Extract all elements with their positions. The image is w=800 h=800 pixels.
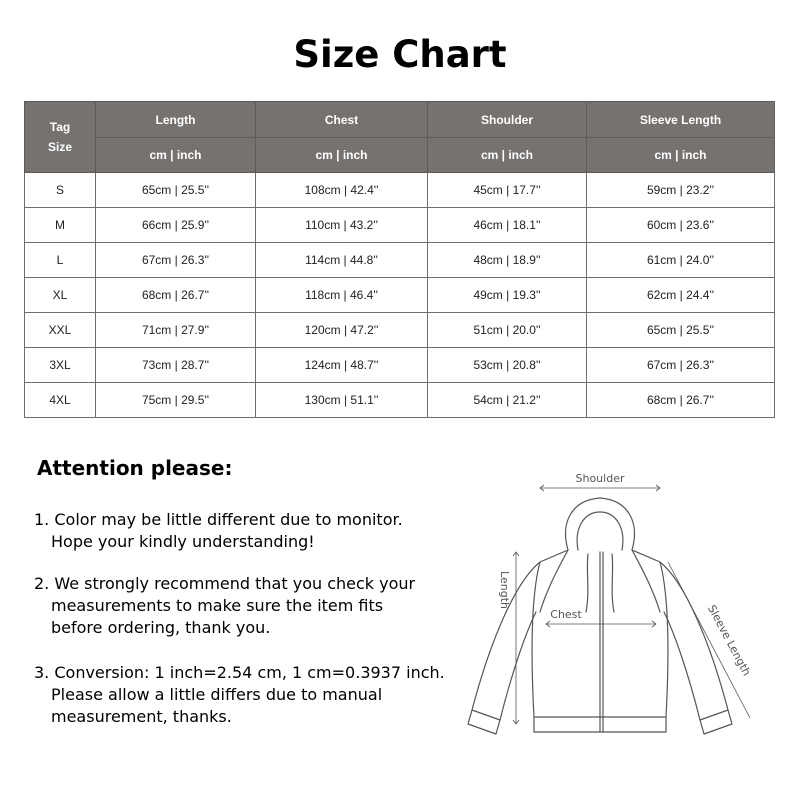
chest-label: Chest	[550, 608, 582, 621]
table-row	[25, 383, 775, 418]
unit-label: cm | inch	[256, 138, 428, 173]
drawstring	[586, 554, 588, 612]
note-1	[34, 509, 403, 553]
table-header-row	[25, 102, 775, 138]
table-row	[25, 313, 775, 348]
table-row	[25, 173, 775, 208]
note-3	[34, 662, 445, 728]
measurement-cell: 45cm | 17.7''	[428, 173, 587, 208]
hoodie-illustration	[460, 462, 770, 752]
measurement-cell: 124cm | 48.7''	[256, 348, 428, 383]
measurement-cell: 110cm | 43.2''	[256, 208, 428, 243]
length-label: Length	[498, 571, 511, 609]
size-cell: M	[25, 208, 96, 243]
measurement-cell: 65cm | 25.5''	[587, 313, 775, 348]
unit-label: cm | inch	[96, 138, 256, 173]
measurement-cell: 59cm | 23.2''	[587, 173, 775, 208]
attention-heading: Attention please:	[37, 456, 233, 480]
size-cell: L	[25, 243, 96, 278]
measurement-cell: 60cm | 23.6''	[587, 208, 775, 243]
unit-label: cm | inch	[587, 138, 775, 173]
size-chart-table	[24, 101, 775, 418]
table-row	[25, 278, 775, 313]
measurement-cell: 61cm | 24.0''	[587, 243, 775, 278]
hood-inner	[577, 512, 623, 550]
table-row	[25, 243, 775, 278]
table-unit-row	[25, 138, 775, 173]
note-line: measurements to make sure the item fits	[51, 596, 384, 615]
note-line: 2. We strongly recommend that you check your	[34, 574, 416, 593]
note-2	[34, 573, 415, 639]
measurement-cell: 75cm | 29.5''	[96, 383, 256, 418]
measurement-cell: 118cm | 46.4''	[256, 278, 428, 313]
table-row	[25, 348, 775, 383]
tag-label: Tag	[49, 120, 71, 134]
measurement-cell: 65cm | 25.5''	[96, 173, 256, 208]
measurement-cell: 48cm | 18.9''	[428, 243, 587, 278]
measurement-cell: 71cm | 27.9''	[96, 313, 256, 348]
note-line: 1. Color may be little different due to monitor.	[34, 510, 403, 529]
column-header-chest: Chest	[256, 102, 428, 138]
sleeve-label: Sleeve Length	[704, 602, 754, 678]
left-cuff	[468, 710, 500, 734]
size-cell: 4XL	[25, 383, 96, 418]
tag-size-header	[25, 102, 96, 173]
unit-label: cm | inch	[428, 138, 587, 173]
measurement-cell: 67cm | 26.3''	[96, 243, 256, 278]
measurement-cell: 68cm | 26.7''	[96, 278, 256, 313]
page-title: Size Chart	[293, 33, 507, 76]
hoodie-measurement-diagram	[460, 462, 770, 752]
measurement-cell: 114cm | 44.8''	[256, 243, 428, 278]
column-header-shoulder: Shoulder	[428, 102, 587, 138]
size-label: Size	[47, 140, 72, 154]
measurement-cell: 67cm | 26.3''	[587, 348, 775, 383]
right-cuff	[700, 710, 732, 734]
measurement-cell: 68cm | 26.7''	[587, 383, 775, 418]
size-cell: XXL	[25, 313, 96, 348]
measurement-cell: 46cm | 18.1''	[428, 208, 587, 243]
column-header-sleeve-length: Sleeve Length	[587, 102, 775, 138]
shoulder-label: Shoulder	[575, 472, 625, 485]
note-line: before ordering, thank you.	[51, 618, 271, 637]
measurement-cell: 51cm | 20.0''	[428, 313, 587, 348]
sleeve-measure-line	[668, 562, 750, 718]
size-cell: S	[25, 173, 96, 208]
measurement-cell: 120cm | 47.2''	[256, 313, 428, 348]
measurement-cell: 130cm | 51.1''	[256, 383, 428, 418]
note-line: Please allow a little differs due to manual	[51, 685, 383, 704]
table-body	[25, 173, 775, 418]
right-sleeve	[660, 562, 728, 720]
measurement-cell: 73cm | 28.7''	[96, 348, 256, 383]
hood-outline	[566, 498, 635, 550]
column-header-length: Length	[96, 102, 256, 138]
measurement-cell: 54cm | 21.2''	[428, 383, 587, 418]
note-line: 3. Conversion: 1 inch=2.54 cm, 1 cm=0.3937 inch.	[34, 663, 445, 682]
measurement-cell: 53cm | 20.8''	[428, 348, 587, 383]
note-line: measurement, thanks.	[51, 707, 232, 726]
measurement-cell: 62cm | 24.4''	[587, 278, 775, 313]
measurement-cell: 108cm | 42.4''	[256, 173, 428, 208]
measurement-cell: 66cm | 25.9''	[96, 208, 256, 243]
size-cell: 3XL	[25, 348, 96, 383]
note-line: Hope your kindly understanding!	[51, 532, 315, 551]
size-cell: XL	[25, 278, 96, 313]
measurement-cell: 49cm | 19.3''	[428, 278, 587, 313]
table-row	[25, 208, 775, 243]
